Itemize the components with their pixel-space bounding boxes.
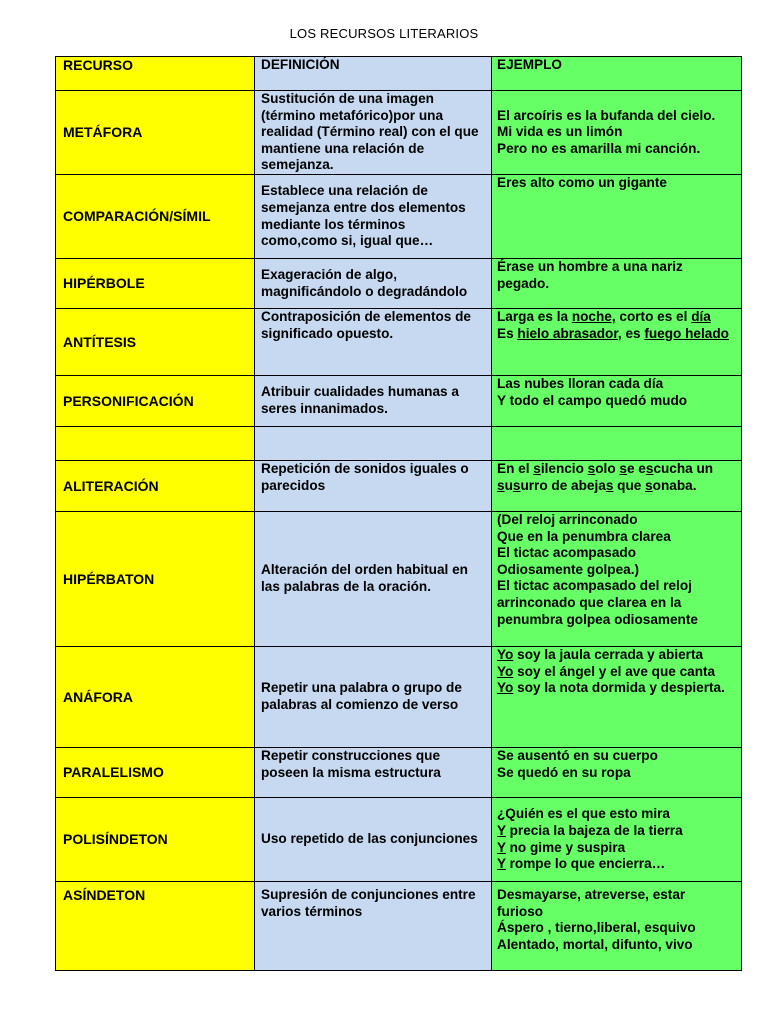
- ejemplo-line: ¿Quién es el que esto mira: [497, 806, 670, 822]
- table-row-empty: [56, 427, 742, 461]
- ejemplo-line: El arcoíris es la bufanda del cielo.: [497, 107, 716, 123]
- definicion-cell: Exageración de algo, magnificándolo o degradándolo: [255, 259, 492, 309]
- ejemplo-line: Se ausentó en su cuerpo: [497, 748, 658, 763]
- recurso-cell: ANTÍTESIS: [56, 309, 255, 376]
- table-row: [56, 882, 742, 971]
- table-row: [56, 461, 742, 512]
- ejemplo-line: Pero no es amarilla mi canción.: [497, 140, 701, 156]
- ejemplo-line: Larga es la noche, corto es el día: [497, 309, 711, 324]
- header-row: [56, 57, 742, 91]
- table-row: [56, 309, 742, 376]
- ejemplo-line: Que en la penumbra clarea: [497, 528, 671, 544]
- ejemplo-line: El tictac acompasado: [497, 545, 637, 561]
- recurso-cell: METÁFORA: [56, 91, 255, 175]
- table-row: [56, 647, 742, 748]
- ejemplo-cell: [492, 512, 742, 647]
- recurso-cell: ANÁFORA: [56, 647, 255, 748]
- header-ejemplo: EJEMPLO: [492, 57, 742, 91]
- definicion-cell: Repetir una palabra o grupo de palabras al comienzo de verso: [255, 647, 492, 748]
- ejemplo-cell: [492, 882, 742, 971]
- ejemplo-cell: Érase un hombre a una nariz pegado.: [492, 259, 742, 309]
- header-recurso: RECURSO: [56, 57, 255, 91]
- recurso-cell: HIPÉRBATON: [56, 512, 255, 647]
- ejemplo-line: Mi vida es un limón: [497, 124, 623, 140]
- ejemplo-line: Es hielo abrasador, es fuego helado: [497, 325, 729, 341]
- recurso-cell: ALITERACIÓN: [56, 461, 255, 512]
- definicion-cell: Contraposición de elementos de significado opuesto.: [255, 309, 492, 376]
- page-title: LOS RECURSOS LITERARIOS: [289, 26, 479, 41]
- table-row: [56, 175, 742, 259]
- recurso-cell: ASÍNDETON: [56, 882, 255, 971]
- definicion-cell: Alteración del orden habitual en las palabras de la oración.: [255, 512, 492, 647]
- ejemplo-line: Odiosamente golpea.): [497, 561, 640, 577]
- table-row: [56, 259, 742, 309]
- ejemplo-cell: [492, 748, 742, 798]
- definicion-cell: Establece una relación de semejanza entre dos elementos mediante los términos como,como si, igual que…: [255, 175, 492, 259]
- ejemplo-cell: [492, 376, 742, 427]
- ejemplo-line: El tictac acompasado del reloj arrinconado que clarea en la penumbra golpea odiosamente: [497, 578, 698, 627]
- ejemplo-line: Las nubes lloran cada día: [497, 376, 664, 391]
- recurso-cell: PARALELISMO: [56, 748, 255, 798]
- ejemplo-line: Se quedó en su ropa: [497, 764, 631, 780]
- recurso-cell: [56, 427, 255, 461]
- table-row: [56, 91, 742, 175]
- ejemplo-line: (Del reloj arrinconado: [497, 512, 638, 527]
- definicion-cell: Supresión de conjunciones entre varios términos: [255, 882, 492, 971]
- ejemplo-line: Alentado, mortal, difunto, vivo: [497, 936, 693, 952]
- ejemplo-cell: [492, 427, 742, 461]
- ejemplo-line: Y no gime y suspira: [497, 839, 626, 855]
- definicion-cell: Repetir construcciones que poseen la misma estructura: [255, 748, 492, 798]
- definicion-cell: Sustitución de una imagen (término metafórico)por una realidad (Término real) con el que mantiene una relación de semejanza.: [255, 91, 492, 175]
- ejemplo-line: Y todo el campo quedó mudo: [497, 392, 688, 408]
- definicion-cell: [255, 427, 492, 461]
- ejemplo-line: Yo soy el ángel y el ave que canta: [497, 663, 716, 679]
- definicion-cell: Repetición de sonidos iguales o parecidos: [255, 461, 492, 512]
- table-row: [56, 512, 742, 647]
- ejemplo-cell: [492, 647, 742, 748]
- ejemplo-line: Y rompe lo que encierra…: [497, 856, 666, 872]
- ejemplo-line: Áspero , tierno,liberal, esquivo: [497, 920, 696, 936]
- recurso-cell: POLISÍNDETON: [56, 798, 255, 882]
- recurso-cell: HIPÉRBOLE: [56, 259, 255, 309]
- table-row: [56, 798, 742, 882]
- ejemplo-cell: [492, 798, 742, 882]
- ejemplo-line: Y precia la bajeza de la tierra: [497, 822, 683, 838]
- ejemplo-cell: [492, 309, 742, 376]
- ejemplo-line: Desmayarse, atreverse, estar furioso: [497, 887, 686, 919]
- definicion-cell: Uso repetido de las conjunciones: [255, 798, 492, 882]
- recurso-cell: PERSONIFICACIÓN: [56, 376, 255, 427]
- header-definicion: DEFINICIÓN: [255, 57, 492, 91]
- ejemplo-line: Yo soy la nota dormida y despierta.: [497, 680, 725, 696]
- ejemplo-cell: Eres alto como un gigante: [492, 175, 742, 259]
- ejemplo-cell: [492, 91, 742, 175]
- table-row: [56, 748, 742, 798]
- definicion-cell: Atribuir cualidades humanas a seres innanimados.: [255, 376, 492, 427]
- ejemplo-cell: En el silencio solo se escucha un susurro de abejas que sonaba.: [492, 461, 742, 512]
- table-row: [56, 376, 742, 427]
- recurso-cell: COMPARACIÓN/SÍMIL: [56, 175, 255, 259]
- literary-devices-table: [55, 56, 742, 971]
- ejemplo-line: Yo soy la jaula cerrada y abierta: [497, 647, 704, 662]
